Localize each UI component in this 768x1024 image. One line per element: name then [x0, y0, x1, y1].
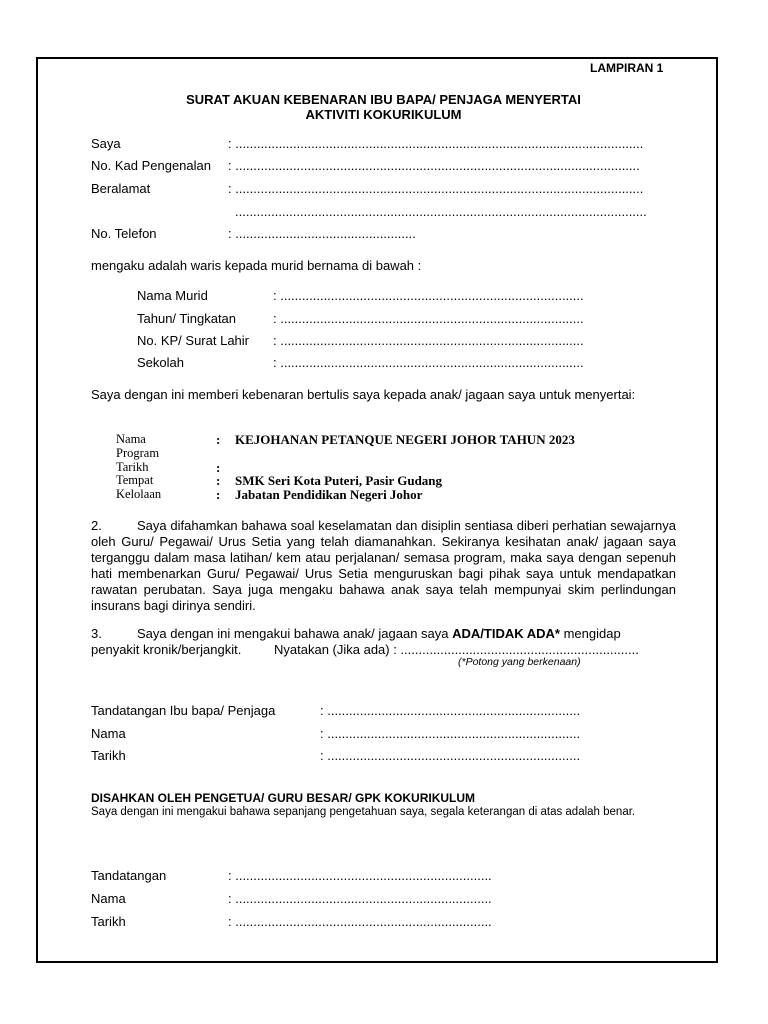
program-label: Program — [116, 446, 160, 460]
parent-signature-field[interactable]: : ...................................................................... — [320, 703, 581, 718]
paragraph-2-number: 2. — [91, 518, 102, 533]
ic-field[interactable]: : ................................................................................................................ — [228, 158, 640, 173]
alamat-field-2[interactable]: .................................................................................................................. — [235, 204, 647, 219]
parent-date-field[interactable]: : ...................................................................... — [320, 748, 581, 763]
officer-name-label: Nama — [91, 891, 126, 906]
program-tarikh-label: Tarikh — [116, 460, 149, 474]
officer-date-label: Tarikh — [91, 914, 126, 929]
sekolah-label: Sekolah — [137, 355, 184, 370]
telefon-field[interactable]: : .................................................. — [228, 226, 416, 241]
penyakit-field[interactable]: Nyatakan (Jika ada) : .................................................................. — [274, 642, 639, 657]
program-kelolaan-value: Jabatan Pendidikan Negeri Johor — [235, 487, 423, 502]
program-tempat-value: SMK Seri Kota Puteri, Pasir Gudang — [235, 473, 443, 488]
alamat-label: Beralamat — [91, 181, 151, 196]
approval-heading: DISAHKAN OLEH PENGETUA/ GURU BESAR/ GPK KOKURIKULUM — [91, 791, 476, 805]
saya-label: Saya — [91, 136, 121, 151]
program-kelolaan-label: Kelolaan — [116, 487, 162, 501]
waris-statement: mengaku adalah waris kepada murid bernama di bawah : — [91, 258, 422, 273]
tingkatan-field[interactable]: : .................................................................................... — [273, 311, 584, 326]
parent-date-label: Tarikh — [91, 748, 126, 763]
parent-signature-label: Tandatangan Ibu bapa/ Penjaga — [91, 703, 276, 718]
ic-label: No. Kad Pengenalan — [91, 158, 211, 173]
nama-murid-label: Nama Murid — [137, 288, 208, 303]
program-tarikh-colon: : — [216, 460, 221, 475]
kp-murid-field[interactable]: : .................................................................................... — [273, 333, 584, 348]
program-nama-value: KEJOHANAN PETANQUE NEGERI JOHOR TAHUN 2023 — [235, 432, 575, 447]
telefon-label: No. Telefon — [91, 226, 157, 241]
officer-date-field[interactable]: : ....................................................................... — [228, 914, 492, 929]
saya-field[interactable]: : ................................................................................................................. — [228, 136, 644, 151]
tingkatan-label: Tahun/ Tingkatan — [137, 311, 237, 326]
paragraph-2-text: Saya difahamkan bahawa soal keselamatan dan disiplin sentiasa diberi perhatian sewajarnya oleh Guru/ Pegawai/ Urus Setia yang telah diamanahkan. Sekiranya kesihatan anak/ jagaan saya terganggu dalam masa latihan/ kem atau perjalanan/ semasa program, maka saya dengan sepenuh hati membenarkan Guru/ Pegawai/ Urus Setia menguruskan bagi pihak saya untuk mendapatkan rawatan perubatan. Saya juga mengaku bahawa anak saya telah mempunyai skim perlindungan insurans bagi dirinya sendiri. — [91, 518, 676, 613]
parent-name-field[interactable]: : ...................................................................... — [320, 726, 581, 741]
sekolah-field[interactable]: : .................................................................................... — [273, 355, 584, 370]
officer-signature-field[interactable]: : ....................................................................... — [228, 868, 492, 883]
program-tempat-colon: : — [216, 473, 221, 488]
parent-name-label: Nama — [91, 726, 126, 741]
program-nama-label: Nama — [116, 432, 146, 446]
paragraph-3-line2a: penyakit kronik/berjangkit. — [91, 642, 242, 657]
paragraph-3-text: Saya dengan ini mengakui bahawa anak/ jagaan saya — [137, 626, 453, 641]
ada-tidak-ada-option[interactable]: ADA/TIDAK ADA* — [452, 626, 560, 641]
kp-murid-label: No. KP/ Surat Lahir — [137, 333, 249, 348]
program-nama-colon: : — [216, 432, 221, 447]
program-kelolaan-colon: : — [216, 487, 221, 502]
lampiran-label: LAMPIRAN 1 — [590, 61, 664, 75]
form-title-line1: SURAT AKUAN KEBENARAN IBU BAPA/ PENJAGA MENYERTAI — [186, 92, 581, 107]
paragraph-3-number: 3. — [91, 626, 102, 641]
permission-statement: Saya dengan ini memberi kebenaran bertulis saya kepada anak/ jagaan saya untuk menyertai: — [91, 387, 636, 402]
program-tempat-label: Tempat — [116, 473, 154, 487]
paragraph-3-text-end: mengidap — [559, 626, 621, 641]
alamat-field-1[interactable]: : ................................................................................................................. — [228, 181, 644, 196]
approval-statement: Saya dengan ini mengakui bahawa sepanjang pengetahuan saya, segala keterangan di atas adalah benar. — [91, 806, 636, 818]
strike-note: (*Potong yang berkenaan) — [458, 656, 581, 668]
paragraph-3-line1 — [137, 626, 621, 641]
nama-murid-field[interactable]: : .................................................................................... — [273, 288, 584, 303]
form-title-line2: AKTIVITI KOKURIKULUM — [305, 107, 462, 122]
officer-name-field[interactable]: : ....................................................................... — [228, 891, 492, 906]
paragraph-2 — [91, 518, 676, 614]
officer-signature-label: Tandatangan — [91, 868, 167, 883]
